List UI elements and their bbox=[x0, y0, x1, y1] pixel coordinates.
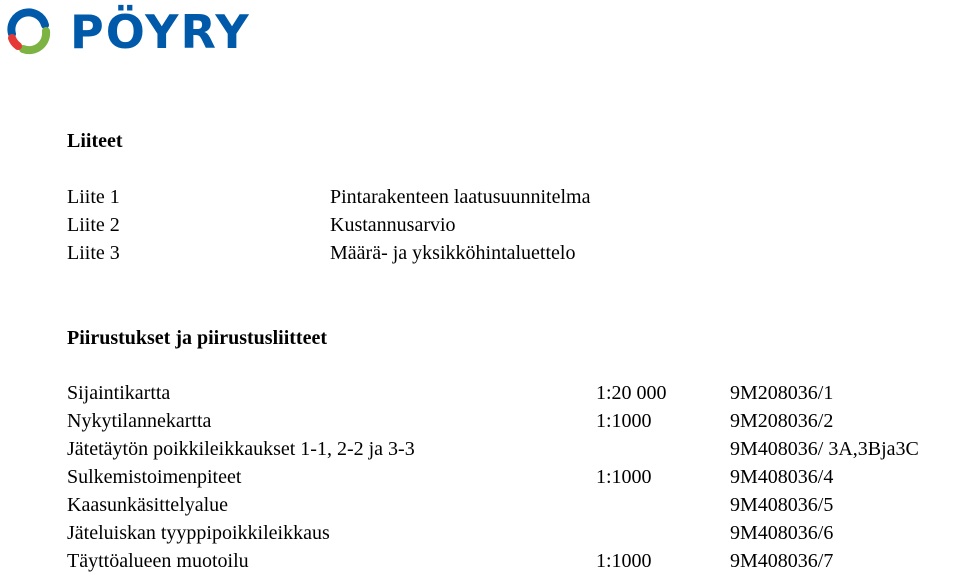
drawing-scale: 1:1000 bbox=[596, 410, 652, 432]
drawing-scale: 1:20 000 bbox=[596, 382, 667, 404]
company-logo bbox=[4, 6, 251, 58]
poyry-logo-mark-icon bbox=[4, 7, 54, 57]
drawing-row bbox=[67, 409, 957, 433]
drawing-name: Jätetäytön poikkileikkaukset 1-1, 2-2 ja 3-3 bbox=[67, 438, 415, 460]
attachment-label: Liite 3 bbox=[67, 242, 120, 264]
drawing-code: 9M408036/6 bbox=[730, 522, 834, 544]
attachment-description: Pintarakenteen laatusuunnitelma bbox=[330, 186, 591, 208]
drawing-code: 9M408036/5 bbox=[730, 494, 834, 516]
logo-wordmark: PÖYRY bbox=[70, 5, 251, 59]
drawing-name: Nykytilannekartta bbox=[67, 410, 212, 432]
drawing-name: Sijaintikartta bbox=[67, 382, 171, 404]
drawing-scale: 1:1000 bbox=[596, 550, 652, 572]
attachments-heading: Liiteet bbox=[67, 130, 123, 152]
drawing-row bbox=[67, 437, 957, 461]
attachment-description: Kustannusarvio bbox=[330, 214, 456, 236]
drawings-heading: Piirustukset ja piirustusliitteet bbox=[67, 327, 327, 349]
attachment-row bbox=[67, 241, 957, 265]
drawing-code: 9M208036/1 bbox=[730, 382, 834, 404]
drawing-code: 9M408036/7 bbox=[730, 550, 834, 572]
attachment-label: Liite 1 bbox=[67, 186, 120, 208]
attachment-label: Liite 2 bbox=[67, 214, 120, 236]
drawing-name: Sulkemistoimenpiteet bbox=[67, 466, 242, 488]
drawing-scale: 1:1000 bbox=[596, 466, 652, 488]
attachment-row bbox=[67, 185, 957, 209]
drawing-row bbox=[67, 465, 957, 489]
drawing-row bbox=[67, 381, 957, 405]
drawing-code: 9M408036/4 bbox=[730, 466, 834, 488]
attachment-row bbox=[67, 213, 957, 237]
drawing-row bbox=[67, 521, 957, 545]
drawing-row bbox=[67, 549, 957, 573]
drawing-name: Jäteluiskan tyyppipoikkileikkaus bbox=[67, 522, 330, 544]
drawing-name: Kaasunkäsittelyalue bbox=[67, 494, 229, 516]
drawing-code: 9M408036/ 3A,3Bja3C bbox=[730, 438, 919, 460]
drawing-name: Täyttöalueen muotoilu bbox=[67, 550, 249, 572]
attachment-description: Määrä- ja yksikköhintaluettelo bbox=[330, 242, 576, 264]
drawing-code: 9M208036/2 bbox=[730, 410, 834, 432]
drawing-row bbox=[67, 493, 957, 517]
